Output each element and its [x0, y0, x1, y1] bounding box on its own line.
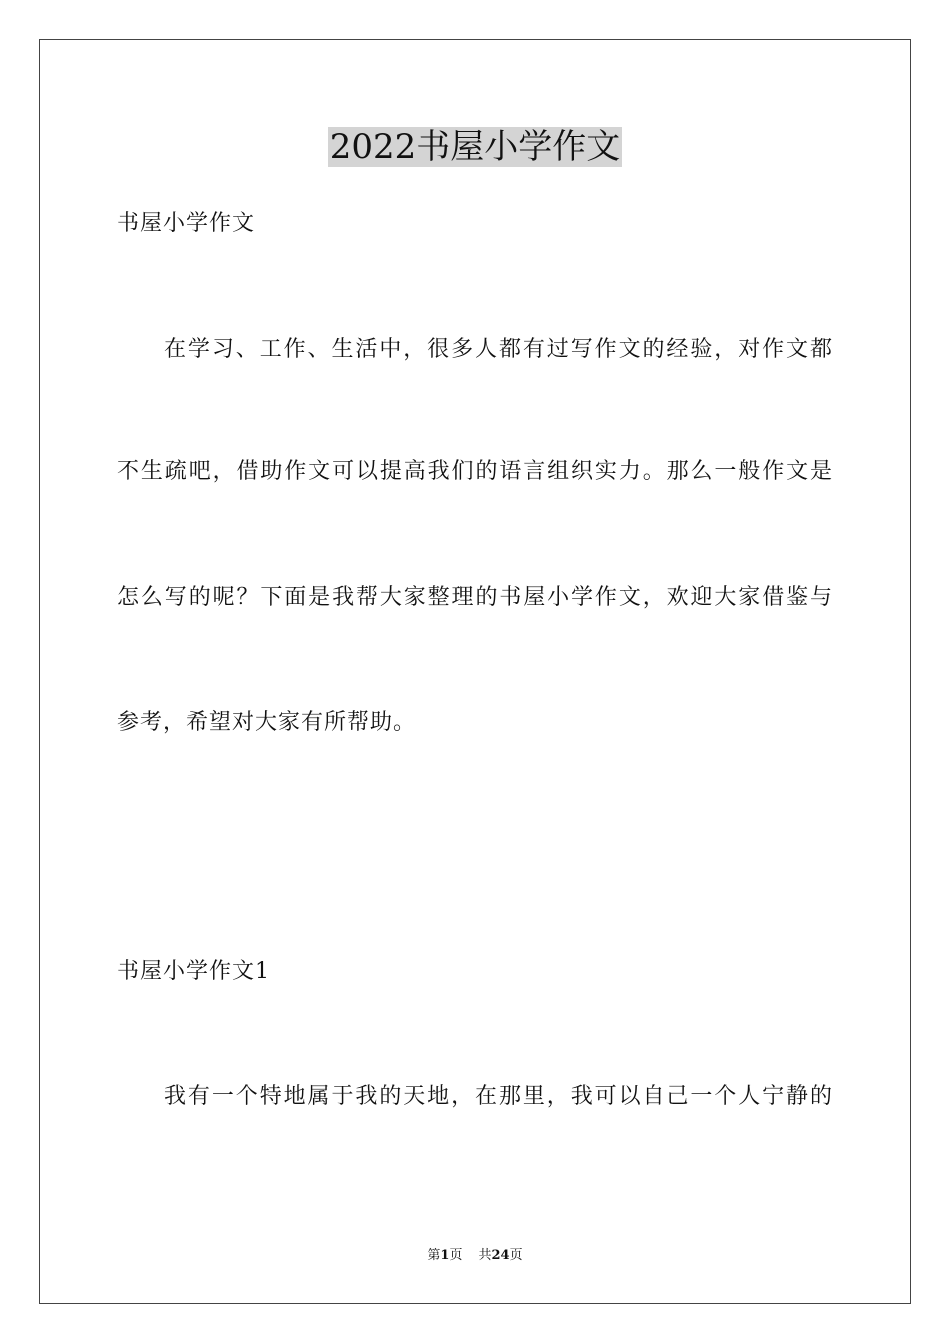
- footer-total-unit: 页: [509, 1248, 523, 1263]
- intro-line-4: 参考，希望对大家有所帮助。: [117, 710, 417, 735]
- section-heading: 书屋小学作文1: [117, 959, 270, 984]
- page-footer: [0, 1247, 950, 1265]
- document-title: [0, 125, 950, 169]
- section-line-1: 我有一个特地属于我的天地，在那里，我可以自己一个人宁静的: [164, 1084, 833, 1109]
- document-subtitle: 书屋小学作文: [117, 211, 256, 236]
- footer-page-prefix: 第: [427, 1248, 441, 1263]
- footer-page-unit: 页: [449, 1248, 463, 1263]
- footer-page-current: 1: [440, 1248, 450, 1263]
- footer-page-total: 24: [491, 1248, 510, 1263]
- footer-total-prefix: 共: [478, 1248, 492, 1263]
- intro-line-2: 不生疏吧，借助作文可以提高我们的语言组织实力。那么一般作文是: [117, 459, 833, 484]
- intro-line-1: 在学习、工作、生活中，很多人都有过写作文的经验，对作文都: [164, 337, 833, 362]
- intro-line-3: 怎么写的呢？下面是我帮大家整理的书屋小学作文，欢迎大家借鉴与: [117, 585, 833, 610]
- document-title-text: 2022书屋小学作文: [329, 127, 621, 167]
